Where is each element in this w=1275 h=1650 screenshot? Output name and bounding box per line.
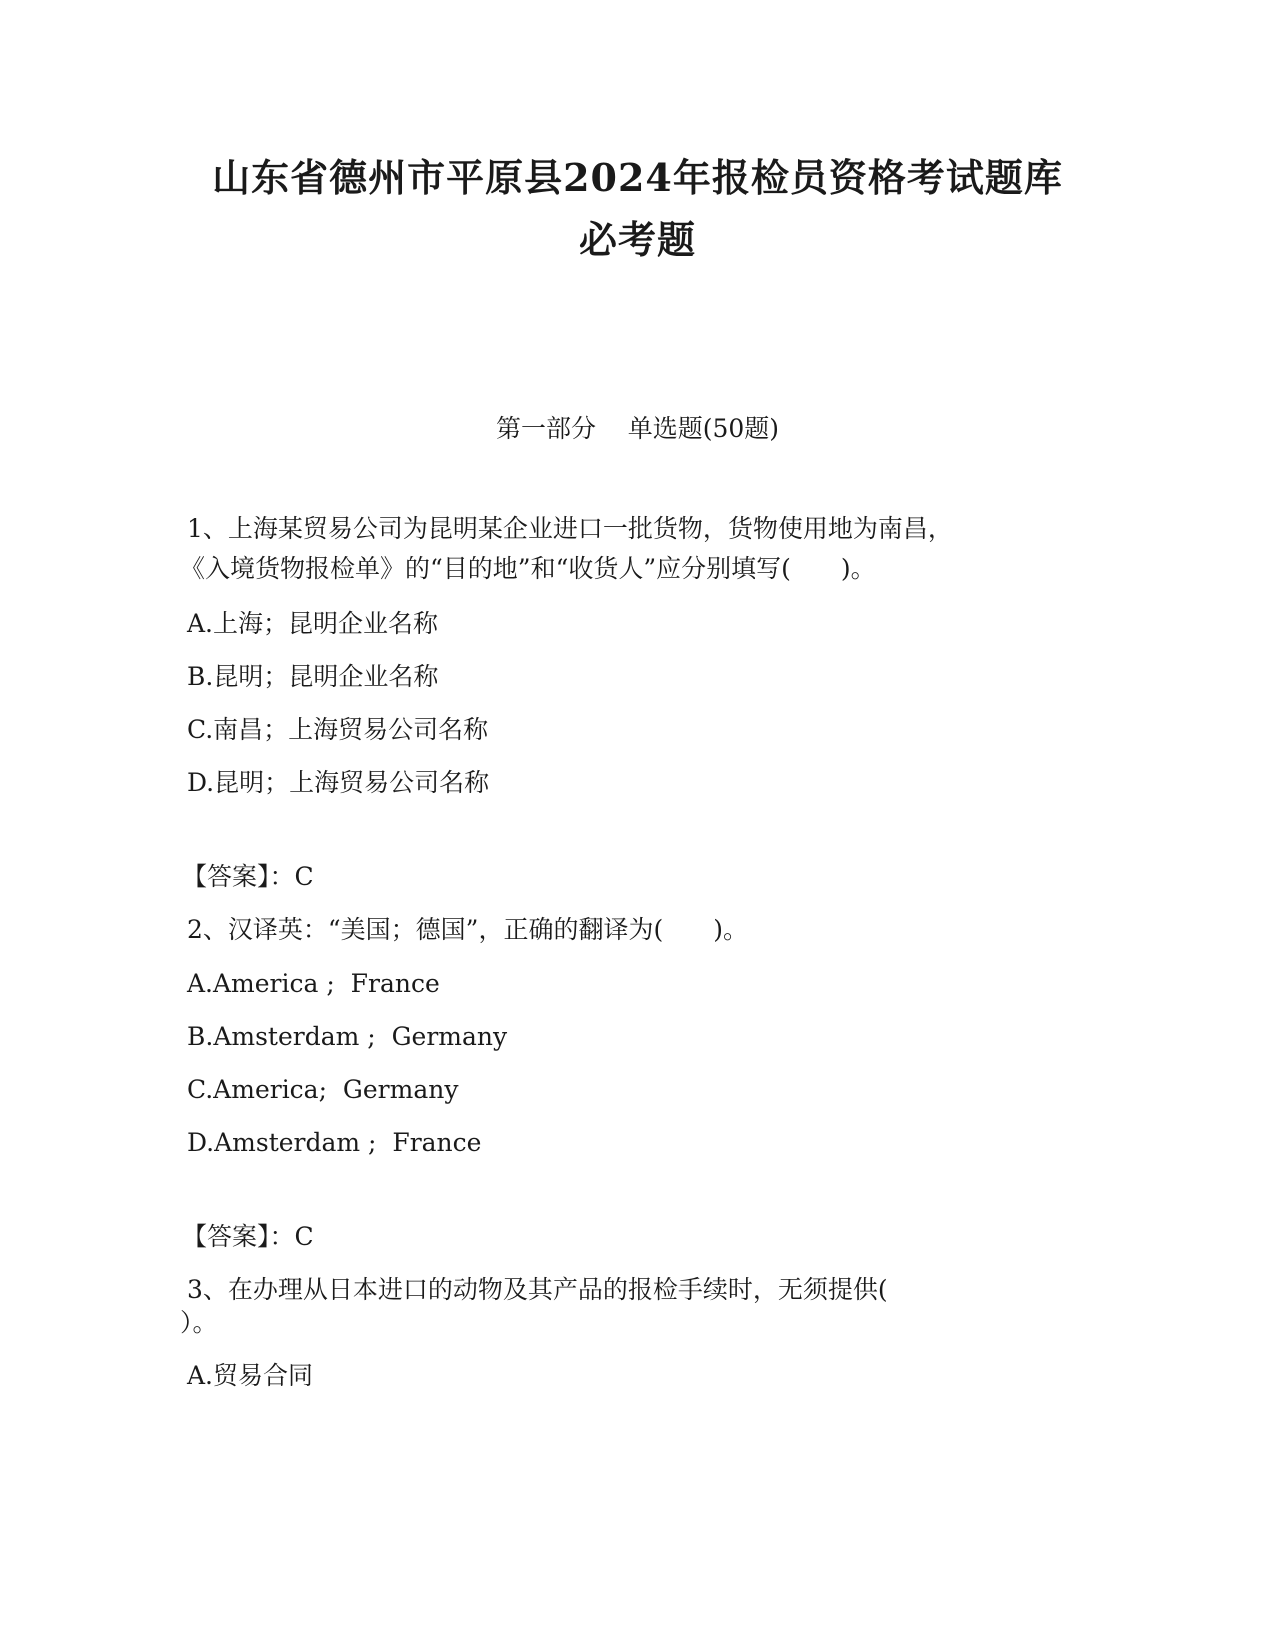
question-1-answer: 【答案】：C	[182, 862, 314, 891]
question-1-option-d: D.昆明；上海贸易公司名称	[187, 768, 490, 797]
question-2-option-b: B.Amsterdam ; Germany	[187, 1022, 508, 1051]
section-heading: 第一部分 单选题(50题)	[495, 414, 780, 443]
question-1-stem-line2: 《入境货物报检单》的“目的地”和“收货人”应分别填写( )。	[180, 554, 876, 583]
question-1-option-b: B.昆明；昆明企业名称	[187, 662, 439, 691]
question-1-option-a: A.上海；昆明企业名称	[187, 609, 439, 638]
question-2-option-c: C.America; Germany	[187, 1075, 459, 1104]
question-3-stem-line1: 3、在办理从日本进口的动物及其产品的报检手续时，无须提供(	[187, 1275, 888, 1304]
question-2-answer: 【答案】：C	[182, 1222, 314, 1251]
question-2-option-d: D.Amsterdam ; France	[187, 1128, 482, 1157]
question-2-option-a: A.America ; France	[187, 969, 440, 998]
question-1-option-c: C.南昌；上海贸易公司名称	[187, 715, 489, 744]
question-2-stem-line1: 2、汉译英：“美国；德国”，正确的翻译为( )。	[187, 915, 748, 944]
document-title-line2: 必考题	[578, 217, 696, 262]
question-3-option-a: A.贸易合同	[187, 1361, 314, 1390]
question-3-stem-line2: ）。	[180, 1308, 218, 1337]
document-title-line1: 山东省德州市平原县2024年报检员资格考试题库	[212, 155, 1063, 200]
question-1-stem-line1: 1、上海某贸易公司为昆明某企业进口一批货物，货物使用地为南昌，	[187, 514, 953, 543]
